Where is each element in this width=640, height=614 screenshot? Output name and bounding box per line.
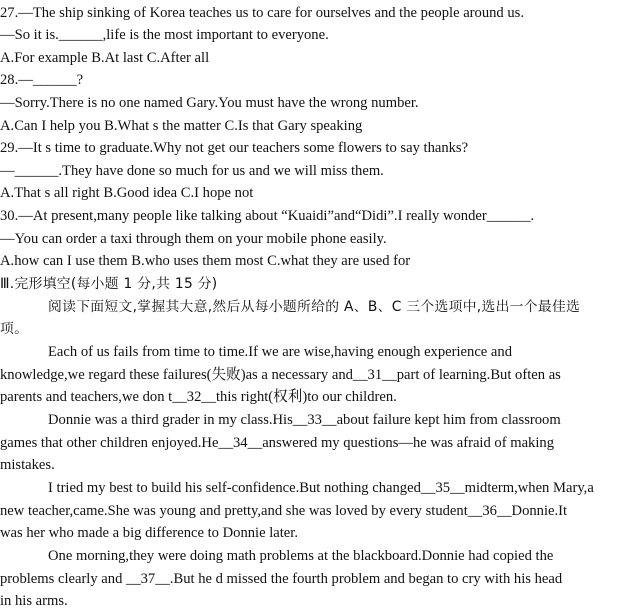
passage-para4-line1: One morning,they were doing math problems at the blackboard.Donnie had copied the (48, 548, 554, 564)
q28-options: A.Can I help you B.What s the matter C.Is that Gary speaking (0, 118, 363, 134)
passage-para2-line2: games that other children enjoyed.He__34__answered my questions—he was afraid of making (0, 435, 554, 451)
passage-para4-line2: problems clearly and __37__.But he d missed the fourth problem and began to cry with his head (0, 571, 563, 587)
q27-line: 27.—The ship sinking of Korea teaches us to care for ourselves and the people around us. (0, 5, 525, 21)
q30-line: 30.—At present,many people like talking about “Kuaidi”and“Didi”.I really wonder______. (0, 208, 535, 224)
q28-response: —Sorry.There is no one named Gary.You must have the wrong number. (0, 95, 419, 111)
passage-para2-line3: mistakes. (0, 457, 55, 473)
passage-para3-line2: new teacher,came.She was young and pretty,and she was loved by every student__36__Donnie.It (0, 503, 568, 519)
passage-para1-line1: Each of us fails from time to time.If we are wise,having enough experience and (48, 344, 512, 360)
instructions-line-1: 阅读下面短文,掌握其大意,然后从每小题所给的 A、B、C 三个选项中,选出一个最佳选 (48, 299, 581, 315)
passage-para4-line3: in his arms. (0, 593, 68, 609)
q30-response: —You can order a taxi through them on your mobile phone easily. (0, 231, 387, 247)
instructions-line-2: 项。 (0, 321, 29, 337)
q27-response: —So it is.______,life is the most important to everyone. (0, 27, 329, 43)
q27-options: A.For example B.At last C.After all (0, 50, 210, 66)
passage-para3-line3: was her who made a big difference to Donnie later. (0, 525, 298, 541)
section-heading: Ⅲ.完形填空(每小题 1 分,共 15 分) (0, 276, 218, 292)
passage-para3-line1: I tried my best to build his self-confidence.But nothing changed__35__midterm,when Mary,a (48, 480, 594, 496)
passage-para2-line1: Donnie was a third grader in my class.His__33__about failure kept him from classroom (48, 412, 561, 428)
q29-response: —______.They have done so much for us and we will miss them. (0, 163, 384, 179)
q29-line: 29.—It s time to graduate.Why not get our teachers some flowers to say thanks? (0, 140, 469, 156)
q30-options: A.how can I use them B.who uses them most C.what they are used for (0, 253, 411, 269)
q28-line: 28.—______? (0, 72, 84, 88)
passage-para1-line2: knowledge,we regard these failures(失败)as a necessary and__31__part of learning.But often as (0, 367, 561, 383)
q29-options: A.That s all right B.Good idea C.I hope not (0, 185, 254, 201)
passage-para1-line3: parents and teachers,we don t__32__this right(权利)to our children. (0, 389, 397, 405)
